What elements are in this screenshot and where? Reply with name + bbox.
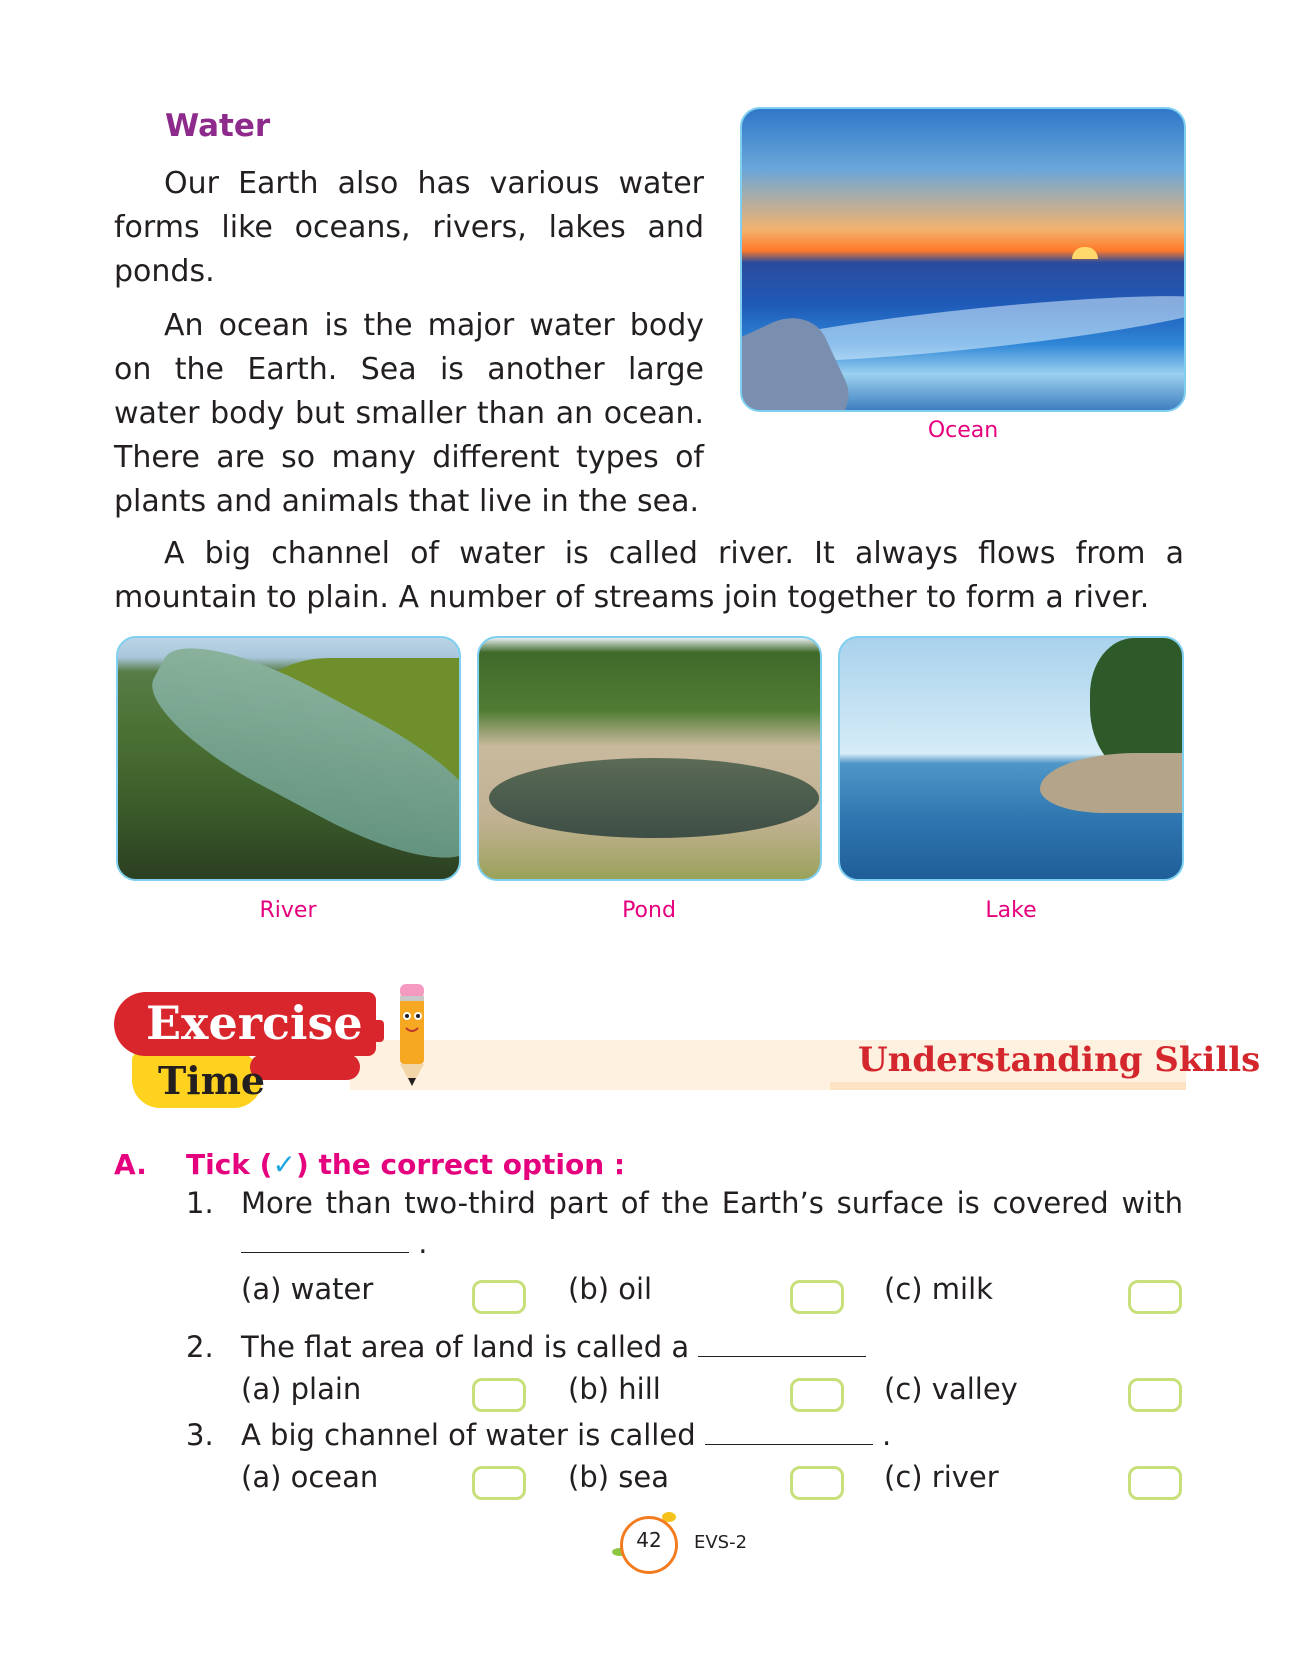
- question-number: 3.: [186, 1418, 214, 1452]
- option-label: (b) hill: [568, 1372, 661, 1406]
- paragraph-river: A big channel of water is called river. It always flows from a mountain to plain. A number of streams join together to form a river.: [114, 536, 1184, 615]
- paragraph-ocean: An ocean is the major water body on the Earth. Sea is another large water body but smaller than an ocean. There are so many different types of plants and animals that live in the sea.: [114, 308, 704, 519]
- exercise-badge-tail: [360, 1020, 384, 1042]
- lake-caption: Lake: [985, 898, 1037, 923]
- exercise-letter: A.: [114, 1148, 147, 1181]
- tick-box[interactable]: [472, 1280, 526, 1314]
- option-label: (a) plain: [241, 1372, 362, 1406]
- book-label: EVS-2: [694, 1532, 748, 1553]
- option-label: (b) sea: [568, 1460, 669, 1494]
- answer-blank: [698, 1330, 866, 1357]
- tick-box[interactable]: [1128, 1466, 1182, 1500]
- ocean-caption: Ocean: [927, 418, 999, 443]
- answer-blank: [705, 1418, 873, 1445]
- tick-mark-icon: ✓: [272, 1148, 296, 1181]
- question-text: More than two-third part of the Earth’s surface is covered with: [241, 1186, 1183, 1220]
- question-text: The flat area of land is called a: [241, 1330, 866, 1364]
- pond-caption: Pond: [622, 898, 676, 923]
- river-photo: [116, 636, 461, 881]
- option-label: (a) water: [241, 1272, 374, 1306]
- question-number: 2.: [186, 1330, 214, 1364]
- option-label: (a) ocean: [241, 1460, 379, 1494]
- exercise-instruction: Tick (✓) the correct option :: [186, 1148, 626, 1181]
- pencil-mascot-icon: [392, 980, 432, 1090]
- tick-box[interactable]: [1128, 1280, 1182, 1314]
- tick-box[interactable]: [790, 1466, 844, 1500]
- question-text: A big channel of water is called .: [241, 1418, 892, 1452]
- time-badge-accent: [250, 1054, 360, 1080]
- banner-underline: [830, 1082, 1186, 1090]
- paragraph-water-forms: Our Earth also has various water forms like oceans, rivers, lakes and ponds.: [114, 166, 704, 289]
- time-label: Time: [158, 1058, 266, 1103]
- question-number: 1.: [186, 1186, 214, 1220]
- tick-box[interactable]: [790, 1280, 844, 1314]
- leaf-decoration-icon: [662, 1512, 676, 1522]
- lake-photo: [838, 636, 1184, 881]
- understanding-skills-title: Understanding Skills: [858, 1040, 1261, 1080]
- option-label: (b) oil: [568, 1272, 653, 1306]
- option-label: (c) river: [884, 1460, 999, 1494]
- tick-box[interactable]: [1128, 1378, 1182, 1412]
- section-heading: Water: [165, 108, 271, 144]
- pond-photo: [477, 636, 822, 881]
- option-label: (c) valley: [884, 1372, 1018, 1406]
- answer-blank: .: [241, 1226, 427, 1260]
- tick-box[interactable]: [790, 1378, 844, 1412]
- tick-box[interactable]: [472, 1378, 526, 1412]
- exercise-label: Exercise: [146, 996, 363, 1050]
- tick-box[interactable]: [472, 1466, 526, 1500]
- ocean-photo: [740, 107, 1186, 412]
- option-label: (c) milk: [884, 1272, 993, 1306]
- river-caption: River: [259, 898, 317, 923]
- page-number: 42: [636, 1528, 662, 1552]
